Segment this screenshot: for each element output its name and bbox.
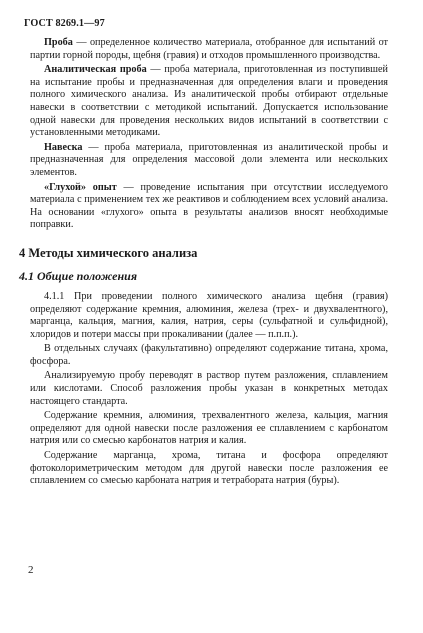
definition-term: Проба xyxy=(44,37,73,48)
definition-blank-test xyxy=(30,182,388,232)
definition-text: — определенное количество материала, отобранное для испытаний от партии горной породы, щебня (гравия) и отходов промышленного производства. xyxy=(30,37,388,61)
definition-proba xyxy=(30,37,388,62)
definition-term: «Глухой» опыт xyxy=(44,181,117,193)
definition-text: — проба материала, приготовленная из аналитической пробы и предназначенная для определения массовой доли элемента или нескольких элементов. xyxy=(30,141,388,178)
definition-weighed-portion xyxy=(30,142,388,180)
section-heading: 4 Методы химического анализа xyxy=(19,245,198,260)
definition-text: — проведение испытания при отсутствии исследуемого материала с применением тех же реактивов и соблюдением всех условий анализа. На основании «глухого» опыта в результаты анализов вносят необходимые поправки. xyxy=(30,181,388,231)
definition-term: Навеска xyxy=(44,141,83,153)
paragraph: 4.1.1 При проведении полного химического анализа щебня (гравия) определяют содержание кремния, алюминия, железа (трех- и двухвалентного), марганца, кальция, магния, калия, натрия, серы (сульфатной и сульфидной), хлоридов и потери массы при прокаливании (далее — п.п.п.). xyxy=(30,290,388,340)
definition-term: Аналитическая проба xyxy=(44,64,147,76)
paragraph: В отдельных случаях (факультативно) определяют содержание титана, хрома, фосфора. xyxy=(30,343,388,367)
definition-analytical-sample xyxy=(30,64,388,140)
document-code-header: ГОСТ 8269.1—97 xyxy=(24,18,105,29)
paragraph: Содержание марганца, хрома, титана и фосфора определяют фотоколориметрическим методом для другой навески после разложения ее сплавлением со смесью карбоната натрия и тетрабората натрия (буры). xyxy=(30,450,388,487)
page-number: 2 xyxy=(28,564,34,576)
subsection-heading: 4.1 Общие положения xyxy=(19,268,137,283)
definition-text: — проба материала, приготовленная из поступившей на испытание пробы и предназначенная для определения влаги и проведения полного химического анализа. Из аналитической пробы отбирают отдельные навески в соответствии с методикой испытаний. Допускается использование одной навески для проведения нескольких видов испытаний в соответствии с установленными методиками. xyxy=(30,64,388,139)
paragraph: Анализируемую пробу переводят в раствор путем разложения, сплавлением или кислотами. Способ разложения пробы указан в конкретных методах настоящего стандарта. xyxy=(30,370,388,407)
paragraph: Содержание кремния, алюминия, трехвалентного железа, кальция, магния определяют для одной навески после разложения ее сплавлением с карбонатом натрия или со смесью карбонатов натрия и калия. xyxy=(30,410,388,447)
page-body xyxy=(19,37,388,490)
